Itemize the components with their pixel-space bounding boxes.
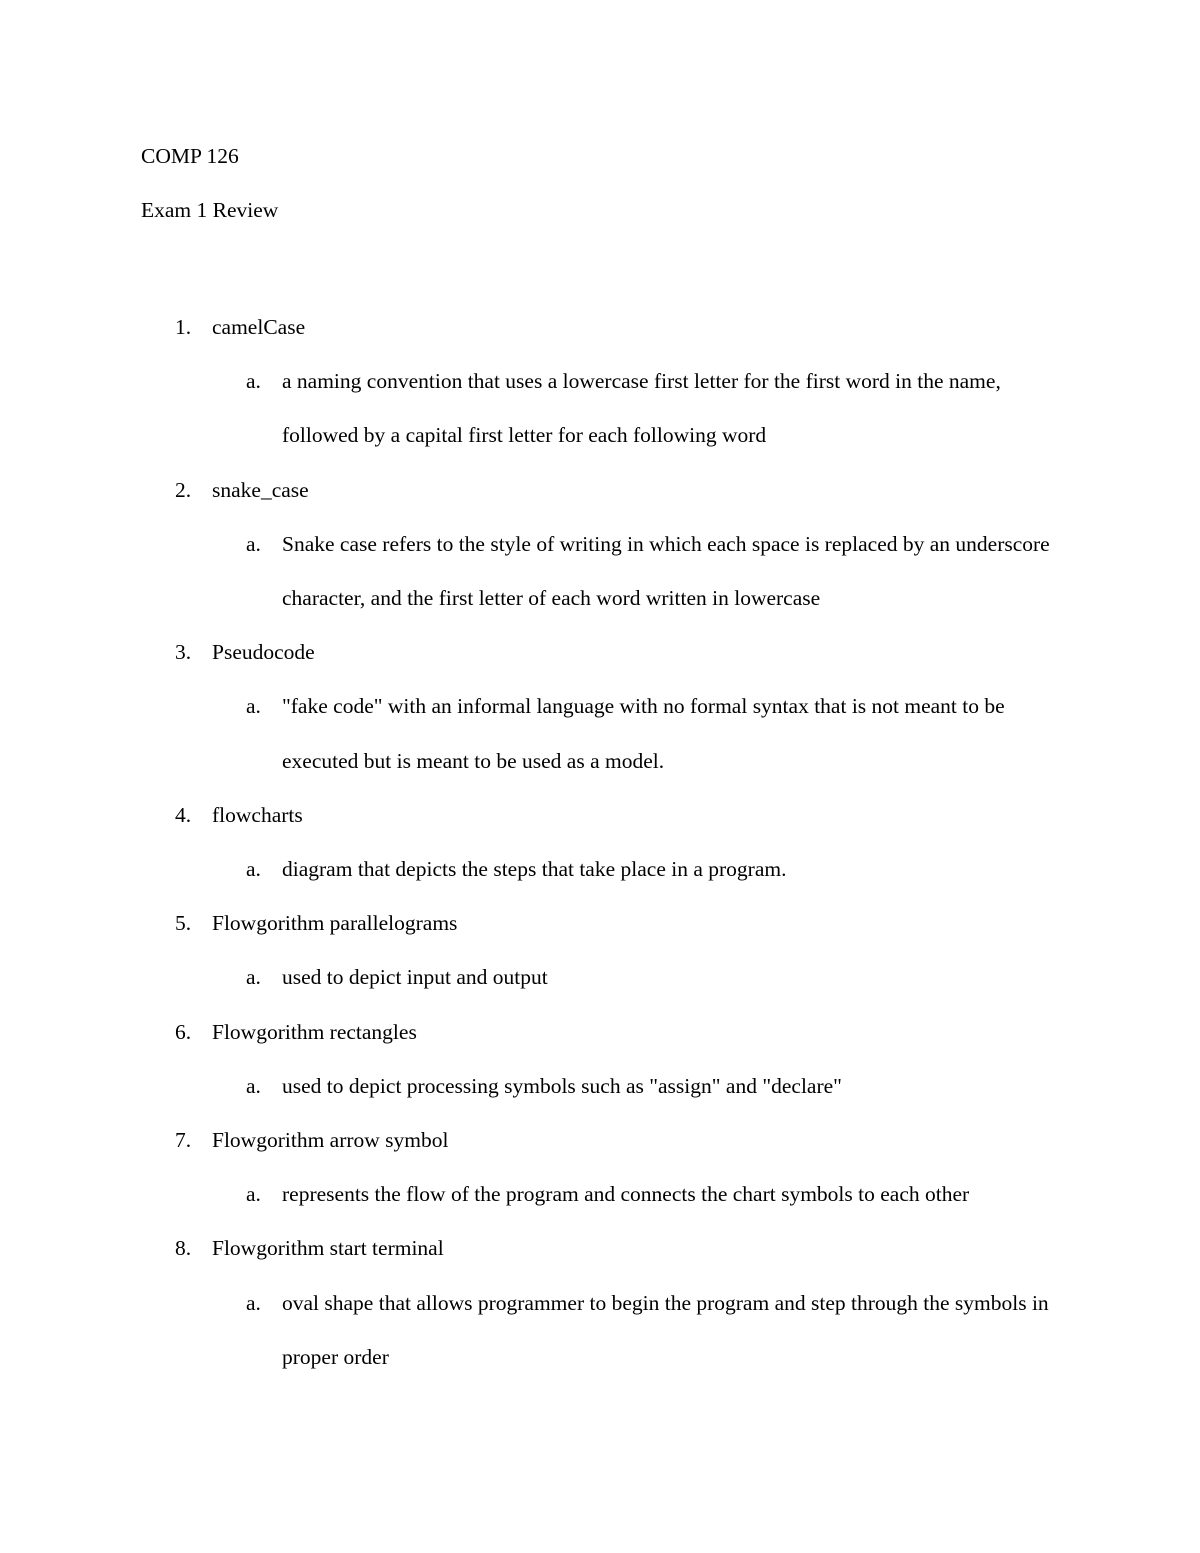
- item-term: camelCase: [212, 315, 306, 339]
- term-row: [0, 1005, 1200, 1059]
- item-term: Flowgorithm rectangles: [212, 1019, 417, 1044]
- item-number: 8.: [175, 1236, 192, 1261]
- item-number: 2.: [175, 477, 192, 502]
- list-item-2: [0, 463, 1200, 626]
- item-term: Pseudocode: [212, 640, 315, 665]
- definition-letter: a.: [246, 694, 261, 719]
- term-row: [0, 896, 1200, 950]
- review-list: [0, 300, 1200, 1384]
- item-term: flowcharts: [212, 802, 303, 827]
- definition-text: oval shape that allows programmer to begin the program and step through the symbols in proper order: [282, 1290, 1049, 1369]
- list-item-8: [0, 1221, 1200, 1384]
- term-row: [0, 463, 1200, 517]
- term-row: [0, 788, 1200, 842]
- definition-letter: a.: [246, 856, 261, 881]
- definition-letter: a.: [246, 1182, 261, 1207]
- definition-text: "fake code" with an informal language with no formal syntax that is not meant to be executed but is meant to be used as a model.: [282, 694, 1005, 773]
- term-row: [0, 1221, 1200, 1275]
- list-item-4: [0, 788, 1200, 896]
- definition: [0, 950, 1200, 1004]
- definition-letter: a.: [246, 531, 261, 556]
- list-item-3: [0, 625, 1200, 788]
- item-term: snake_case: [212, 477, 309, 502]
- definition-letter: a.: [246, 965, 261, 990]
- definition: [0, 1276, 1200, 1384]
- item-term: Flowgorithm start terminal: [212, 1236, 444, 1261]
- definition-text: used to depict processing symbols such as "assign" and "declare": [282, 1073, 842, 1098]
- definition: [0, 1167, 1200, 1221]
- item-term: Flowgorithm parallelograms: [212, 911, 458, 936]
- item-number: 6.: [175, 1019, 192, 1044]
- definition: [0, 517, 1200, 625]
- list-item-7: [0, 1113, 1200, 1221]
- list-item-1: [0, 300, 1200, 463]
- term-row: [0, 625, 1200, 679]
- definition: [0, 1059, 1200, 1113]
- definition-letter: a.: [246, 1290, 261, 1315]
- item-number: 5.: [175, 911, 192, 936]
- term-row: [0, 300, 1200, 354]
- definition-letter: a.: [246, 1073, 261, 1098]
- definition-text: used to depict input and output: [282, 965, 548, 990]
- item-number: 1.: [175, 315, 192, 339]
- course-code: COMP 126: [141, 144, 239, 168]
- term-row: [0, 1113, 1200, 1167]
- definition: [0, 842, 1200, 896]
- item-number: 7.: [175, 1127, 192, 1152]
- definition-text: diagram that depicts the steps that take place in a program.: [282, 856, 787, 881]
- definition-text: represents the flow of the program and connects the chart symbols to each other: [282, 1182, 970, 1207]
- definition-text: a naming convention that uses a lowercase first letter for the first word in the name, followed by a capital first letter for each following word: [282, 369, 1001, 448]
- definition: [0, 679, 1200, 787]
- list-item-5: [0, 896, 1200, 1004]
- definition-letter: a.: [246, 369, 261, 394]
- definition-text: Snake case refers to the style of writing in which each space is replaced by an underscore character, and the first letter of each word written in lowercase: [282, 531, 1050, 610]
- item-number: 3.: [175, 640, 192, 665]
- document-title: Exam 1 Review: [141, 198, 279, 222]
- item-term: Flowgorithm arrow symbol: [212, 1127, 449, 1152]
- definition: [0, 354, 1200, 462]
- list-item-6: [0, 1005, 1200, 1113]
- item-number: 4.: [175, 802, 192, 827]
